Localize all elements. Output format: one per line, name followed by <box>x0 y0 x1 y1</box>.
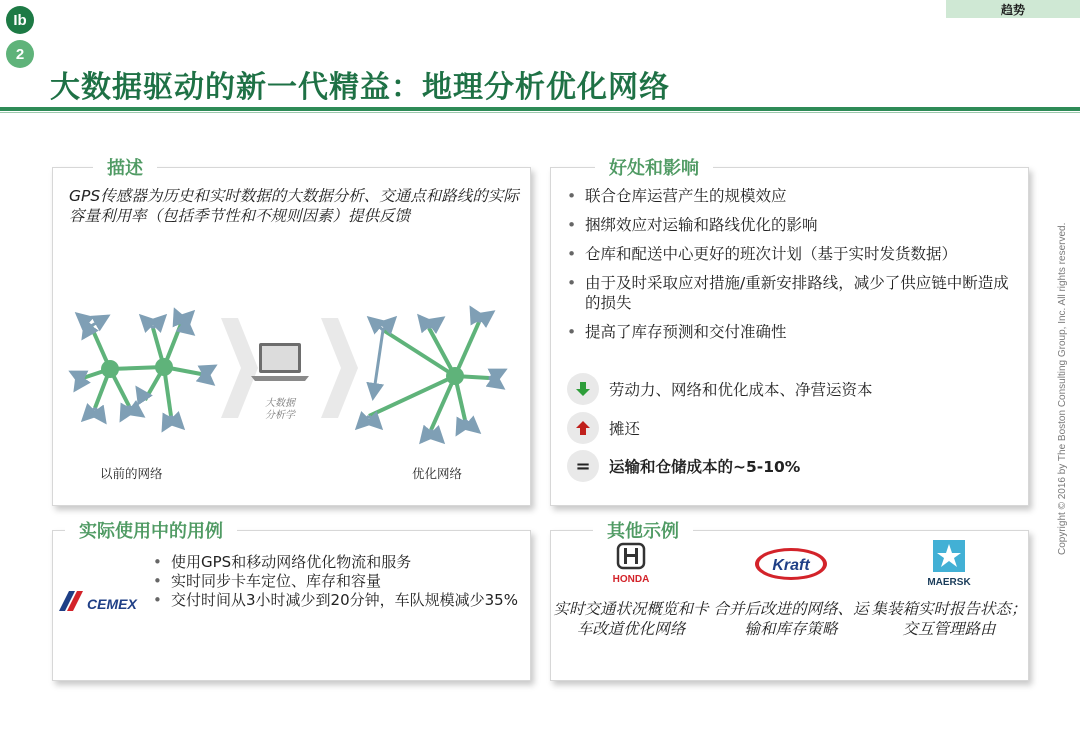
example-maersk <box>869 539 1029 639</box>
impact-decrease-text: 劳动力、网络和优化成本、净营运资本 <box>609 381 873 399</box>
chevron-arrow-icon <box>321 318 358 418</box>
description-heading: 描述 <box>93 154 157 180</box>
other-examples-heading: 其他示例 <box>593 517 693 543</box>
network-diagram <box>53 288 532 488</box>
impact-equal-text: 运输和仓储成本的~5-10% <box>609 458 801 476</box>
list-item: • 联合仓库运营产生的规模效应 <box>567 186 1017 206</box>
svg-text:HONDA: HONDA <box>612 574 650 585</box>
svg-text:CEMEX: CEMEX <box>87 596 137 612</box>
example-honda <box>551 539 711 639</box>
optimized-network <box>357 308 505 442</box>
svg-text:MAERSK: MAERSK <box>927 577 971 588</box>
chevron-arrow-icon <box>221 318 258 418</box>
list-item: • 捆绑效应对运输和路线优化的影响 <box>567 215 1017 235</box>
svg-text:Kraft: Kraft <box>772 557 810 574</box>
impact-decrease <box>567 373 1017 405</box>
equals-icon: = <box>567 450 599 482</box>
previous-network <box>71 310 215 430</box>
laptop-icon <box>251 343 309 381</box>
title-divider-thin <box>0 112 1080 113</box>
example-kraft <box>711 539 871 639</box>
laptop-caption-1: 大数据 <box>265 398 295 409</box>
other-examples-panel <box>550 521 1029 681</box>
section-badge: Ib <box>6 6 34 34</box>
maersk-logo <box>914 540 984 588</box>
list-item: • 实时同步卡车定位、库存和容量 <box>153 572 523 591</box>
arrow-up-icon <box>567 412 599 444</box>
previous-network-label: 以前的网络 <box>100 466 163 481</box>
benefits-panel <box>550 158 1029 506</box>
optimized-network-label: 优化网络 <box>412 466 463 481</box>
impact-increase-text: 摊还 <box>609 420 641 438</box>
example-honda-text: 实时交通状况概览和卡车改道优化网络 <box>553 600 709 638</box>
list-item: • 由于及时采取应对措施/重新安排路线，减少了供应链中断造成的损失 <box>567 273 1017 313</box>
copyright-notice: Copyright © 2016 by The Boston Consulting Group, Inc. All rights reserved. <box>1057 222 1068 555</box>
example-kraft-text: 合并后改进的网络、运输和库存策略 <box>713 600 869 638</box>
page-title: 大数据驱动的新一代精益：地理分析优化网络 <box>50 70 670 105</box>
honda-logo <box>596 542 666 586</box>
trend-tag: 趋势 <box>946 0 1080 18</box>
impact-equal <box>567 450 1017 482</box>
benefits-list <box>567 186 1017 351</box>
arrow-down-icon <box>567 373 599 405</box>
list-item: • 仓库和配送中心更好的班次计划（基于实时发货数据） <box>567 244 1017 264</box>
benefits-heading: 好处和影响 <box>595 154 713 180</box>
use-case-list <box>153 553 523 610</box>
laptop-caption-2: 分析学 <box>265 410 295 421</box>
use-case-panel <box>52 521 531 681</box>
section-number-badge: 2 <box>6 40 34 68</box>
kraft-logo <box>751 542 831 586</box>
impact-increase <box>567 412 1017 444</box>
description-text: GPS传感器为历史和实时数据的大数据分析、交通点和路线的实际容量利用率（包括季节性和不规则因素）提供反馈 <box>69 187 519 225</box>
example-maersk-text: 集装箱实时报告状态；交互管理路由 <box>871 600 1027 638</box>
use-case-heading: 实际使用中的用例 <box>65 517 237 543</box>
description-panel <box>52 158 531 506</box>
cemex-logo <box>57 587 149 617</box>
title-divider <box>0 107 1080 111</box>
list-item: • 使用GPS和移动网络优化物流和服务 <box>153 553 523 572</box>
list-item: • 交付时间从3小时减少到20分钟，车队规模减少35% <box>153 591 523 610</box>
list-item: • 提高了库存预测和交付准确性 <box>567 322 1017 342</box>
